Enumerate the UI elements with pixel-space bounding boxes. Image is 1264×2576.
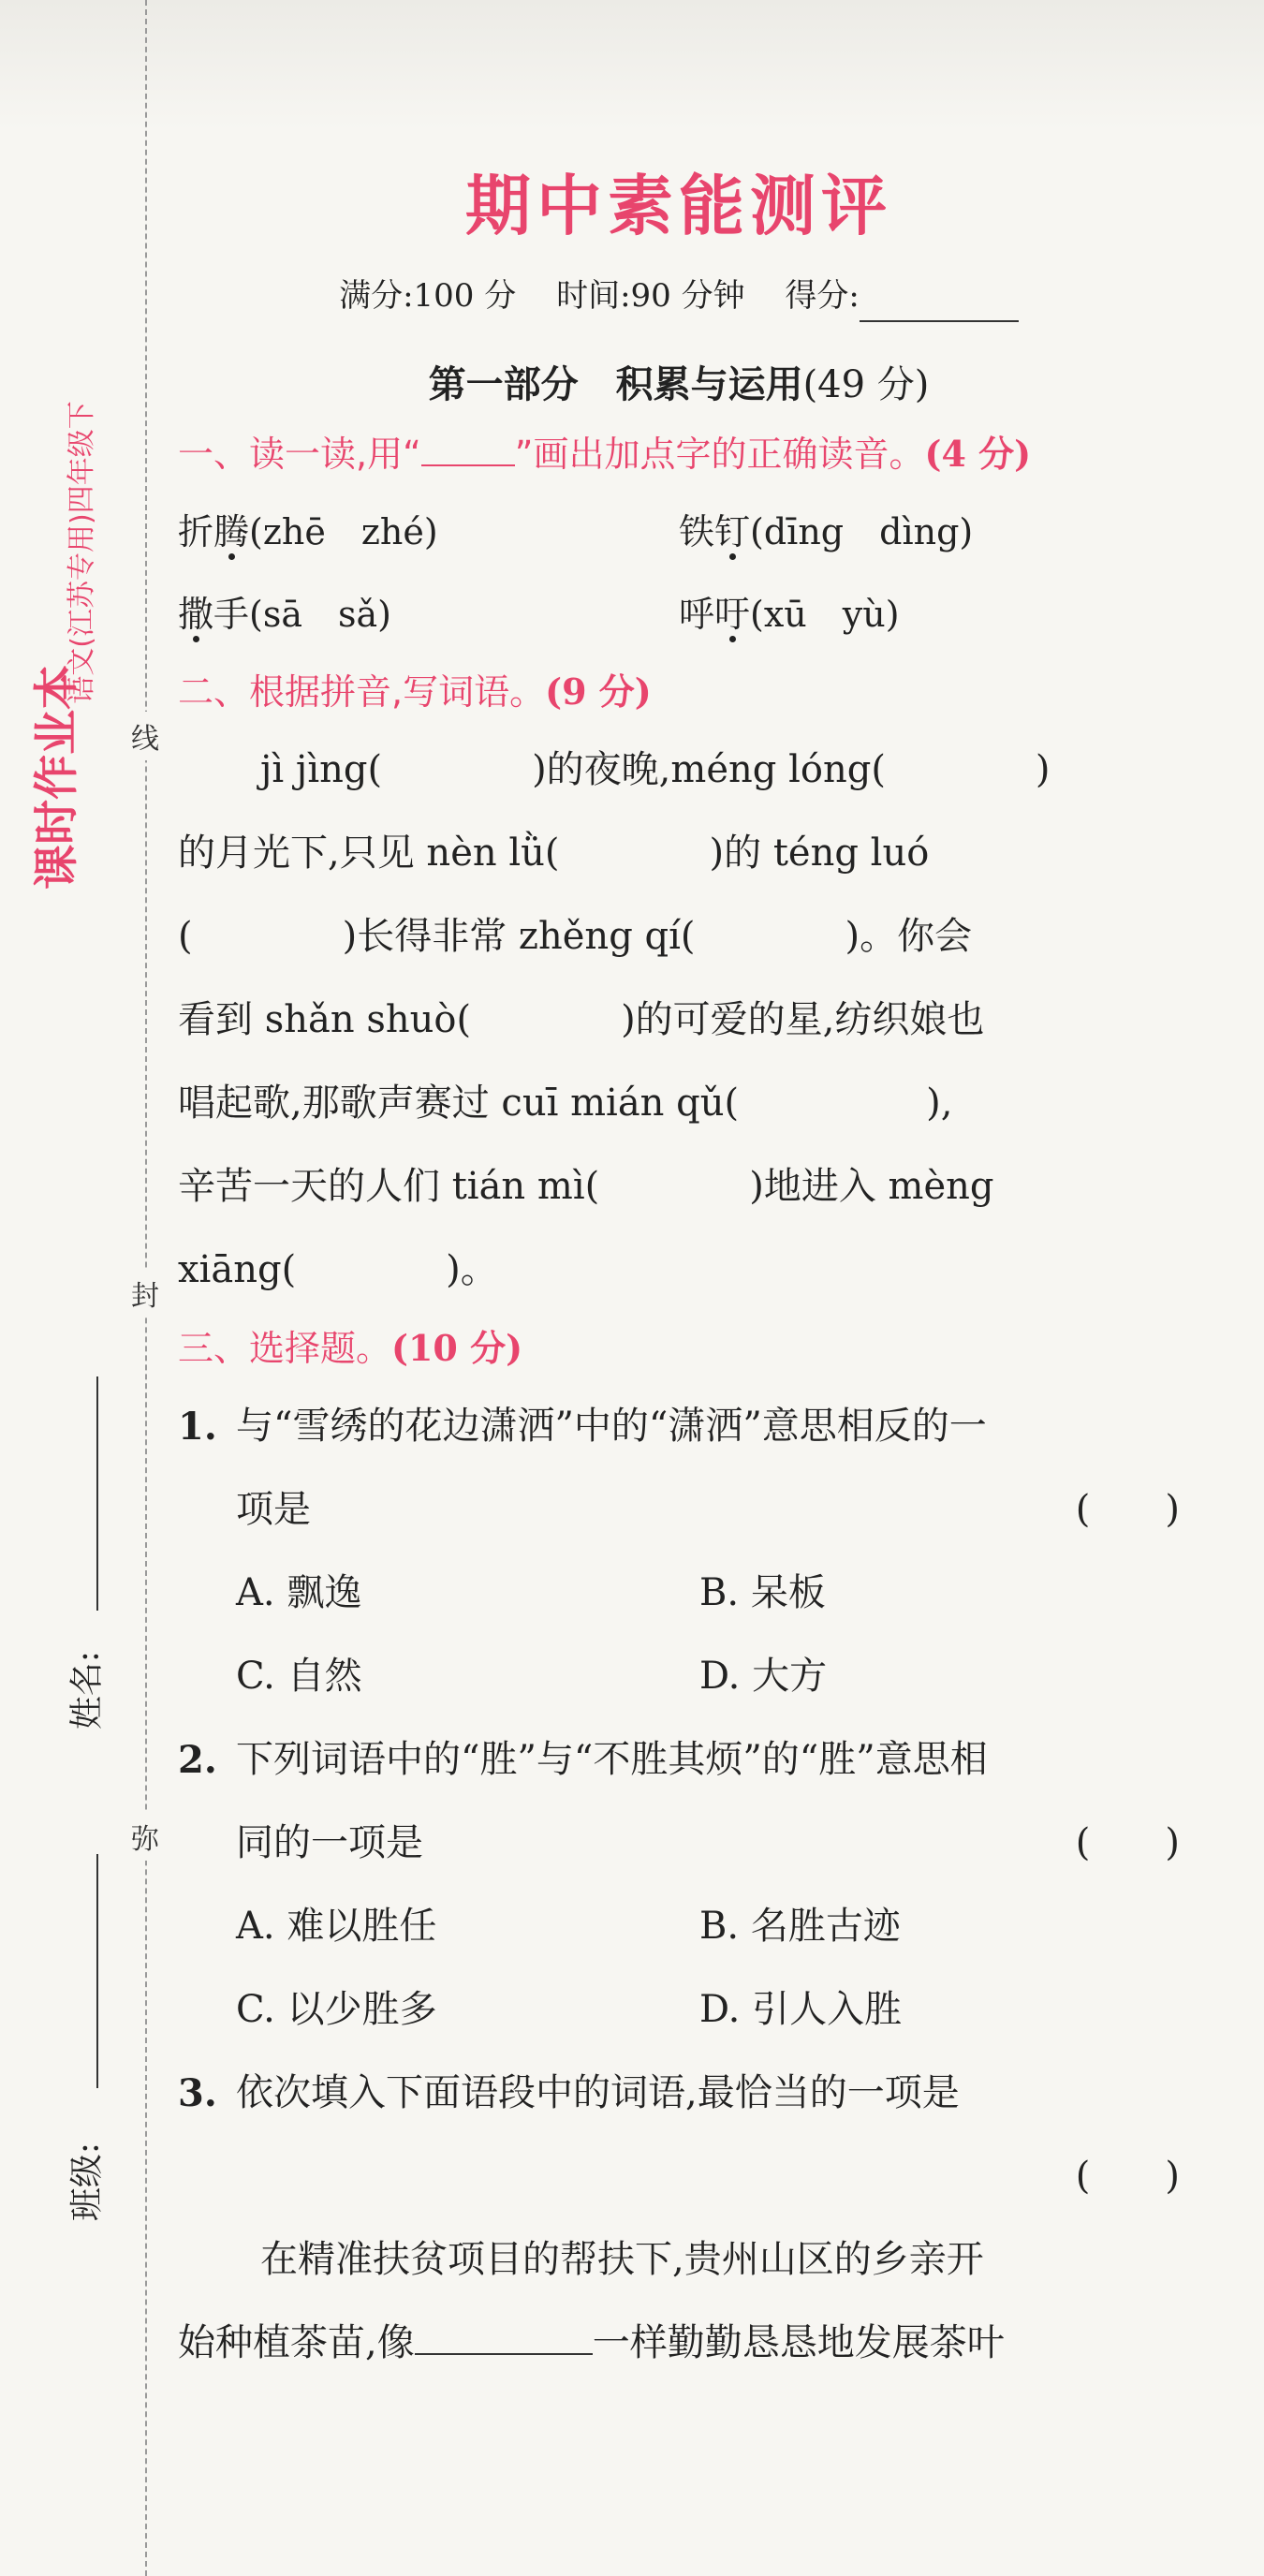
pinyin-item: [679, 573, 1180, 655]
item-text: 折: [178, 511, 214, 552]
passage-line: [178, 2302, 1180, 2385]
binding-margin: [0, 0, 159, 2576]
score-blank: [860, 287, 1019, 322]
section-1-points: (4 分): [924, 433, 1032, 475]
options-row: [178, 1635, 1180, 1718]
option-c[interactable]: C. 以少胜多: [236, 1988, 437, 2031]
options-row: [178, 1552, 1180, 1635]
question-number: 3.: [178, 2071, 217, 2115]
question-text: 下列词语中的“胜”与“不胜其烦”的“胜”意思相: [236, 1738, 988, 1781]
answer-paren[interactable]: ( ): [1075, 1821, 1180, 1864]
section-2-heading: [178, 655, 1180, 729]
item-options: 手(sā sǎ): [213, 594, 391, 635]
passage-text: 一样勤勤恳恳地发展茶叶: [592, 2321, 1005, 2364]
answer-paren[interactable]: ( ): [1075, 1488, 1180, 1531]
section-1-title-a: 一、读一读,用“: [178, 434, 421, 475]
passage-line: jì jìng( )的夜晚,méng lóng( ): [260, 748, 1051, 791]
full-score: 满分:100 分: [339, 277, 517, 315]
section-3-heading: [178, 1312, 1180, 1385]
option-a[interactable]: A. 难以胜任: [236, 1905, 437, 1948]
underline-sample: [421, 436, 515, 466]
answer-paren-row: [178, 2135, 1180, 2218]
passage-line: ( )长得非常 zhěng qí( )。你会: [178, 915, 973, 958]
question-text-line2: [236, 1802, 1180, 1885]
brand-logo: 课时作业本: [30, 664, 83, 891]
option-d[interactable]: D. 引人入胜: [699, 1988, 903, 2031]
passage-line: 在精准扶贫项目的帮扶下,贵州山区的乡亲开: [260, 2238, 984, 2281]
answer-paren[interactable]: ( ): [1075, 2155, 1180, 2198]
question-text-line2: [236, 1468, 1180, 1552]
time-limit: 时间:90 分钟: [556, 277, 745, 315]
pinyin-row-1: [178, 491, 1180, 573]
item-text: 铁: [679, 511, 715, 552]
cut-char-feng: 封: [131, 1269, 159, 1317]
question-3-passage: [178, 2218, 1180, 2385]
dotted-char: 吁: [714, 573, 750, 655]
question-3: [178, 2052, 1180, 2135]
name-fill-line: [96, 1376, 98, 1611]
question-number: 1.: [178, 1405, 217, 1449]
exam-meta: [178, 270, 1180, 322]
item-options: (zhē zhé): [249, 511, 438, 552]
item-options: (dīng dìng): [750, 511, 974, 552]
series-label: 语文(江苏专用)四年级下: [66, 401, 98, 704]
name-label: 姓名:: [67, 1650, 107, 1730]
dotted-char: 撒: [178, 573, 213, 655]
option-c[interactable]: C. 自然: [236, 1655, 362, 1698]
section-3-title: 三、选择题。: [178, 1328, 392, 1369]
question-2: [178, 1718, 1180, 1885]
dotted-char: 腾: [213, 491, 249, 573]
passage-text: 始种植茶苗,像: [178, 2321, 415, 2364]
scan-top-strip: [0, 0, 1264, 131]
item-options: (xū yù): [750, 594, 900, 635]
pinyin-item: [178, 491, 679, 573]
class-label: 班级:: [67, 2142, 107, 2222]
pinyin-row-2: [178, 573, 1180, 655]
passage-line: 辛苦一天的人们 tián mì( )地进入 mèng: [178, 1165, 994, 1208]
question-1: [178, 1385, 1180, 1552]
options-row: [178, 1885, 1180, 1968]
section-1-heading: [178, 418, 1180, 491]
pinyin-item: [679, 491, 1180, 573]
pinyin-passage: [178, 729, 1180, 1312]
options-row: [178, 1968, 1180, 2052]
question-text: 同的一项是: [236, 1821, 423, 1864]
part-title: [178, 352, 1180, 418]
question-number: 2.: [178, 1738, 217, 1782]
option-b[interactable]: B. 名胜古迹: [699, 1905, 901, 1948]
passage-line: 看到 shǎn shuò( )的可爱的星,纺织娘也: [178, 998, 985, 1041]
pinyin-item: [178, 573, 679, 655]
cut-char-xian: 线: [131, 712, 159, 760]
section-2-points: (9 分): [545, 670, 652, 713]
passage-line: xiāng( )。: [178, 1248, 498, 1291]
part-points: (49 分): [802, 363, 930, 406]
item-text: 呼: [679, 594, 715, 635]
option-a[interactable]: A. 飘逸: [236, 1571, 362, 1614]
class-fill-line: [96, 1854, 98, 2088]
question-body: [236, 1385, 1180, 1552]
passage-line: 的月光下,只见 nèn lǜ( )的 téng luó: [178, 832, 930, 875]
section-1-title-b: ”画出加点字的正确读音。: [514, 434, 925, 475]
passage-line: 唱起歌,那歌声赛过 cuī mián qǔ( ),: [178, 1082, 953, 1125]
score-label: 得分:: [785, 277, 860, 315]
question-text: 依次填入下面语段中的词语,最恰当的一项是: [236, 2071, 960, 2114]
option-d[interactable]: D. 大方: [699, 1655, 828, 1698]
cut-char-mi: 弥: [131, 1812, 159, 1861]
part-title-text: 第一部分 积累与运用: [428, 362, 803, 406]
score-field: [785, 277, 1018, 315]
page-title: 期中素能测评: [465, 167, 892, 244]
section-3-points: (10 分): [391, 1327, 523, 1369]
option-b[interactable]: B. 呆板: [699, 1571, 826, 1614]
fill-blank[interactable]: [415, 2321, 593, 2355]
question-text: 与“雪绣的花边潇洒”中的“潇洒”意思相反的一: [236, 1405, 987, 1448]
question-body: [236, 1718, 1180, 1885]
question-text: 项是: [236, 1488, 311, 1531]
section-2-title: 二、根据拼音,写词语。: [178, 671, 546, 713]
dotted-char: 钉: [714, 491, 750, 573]
main-content: [178, 159, 1180, 2385]
